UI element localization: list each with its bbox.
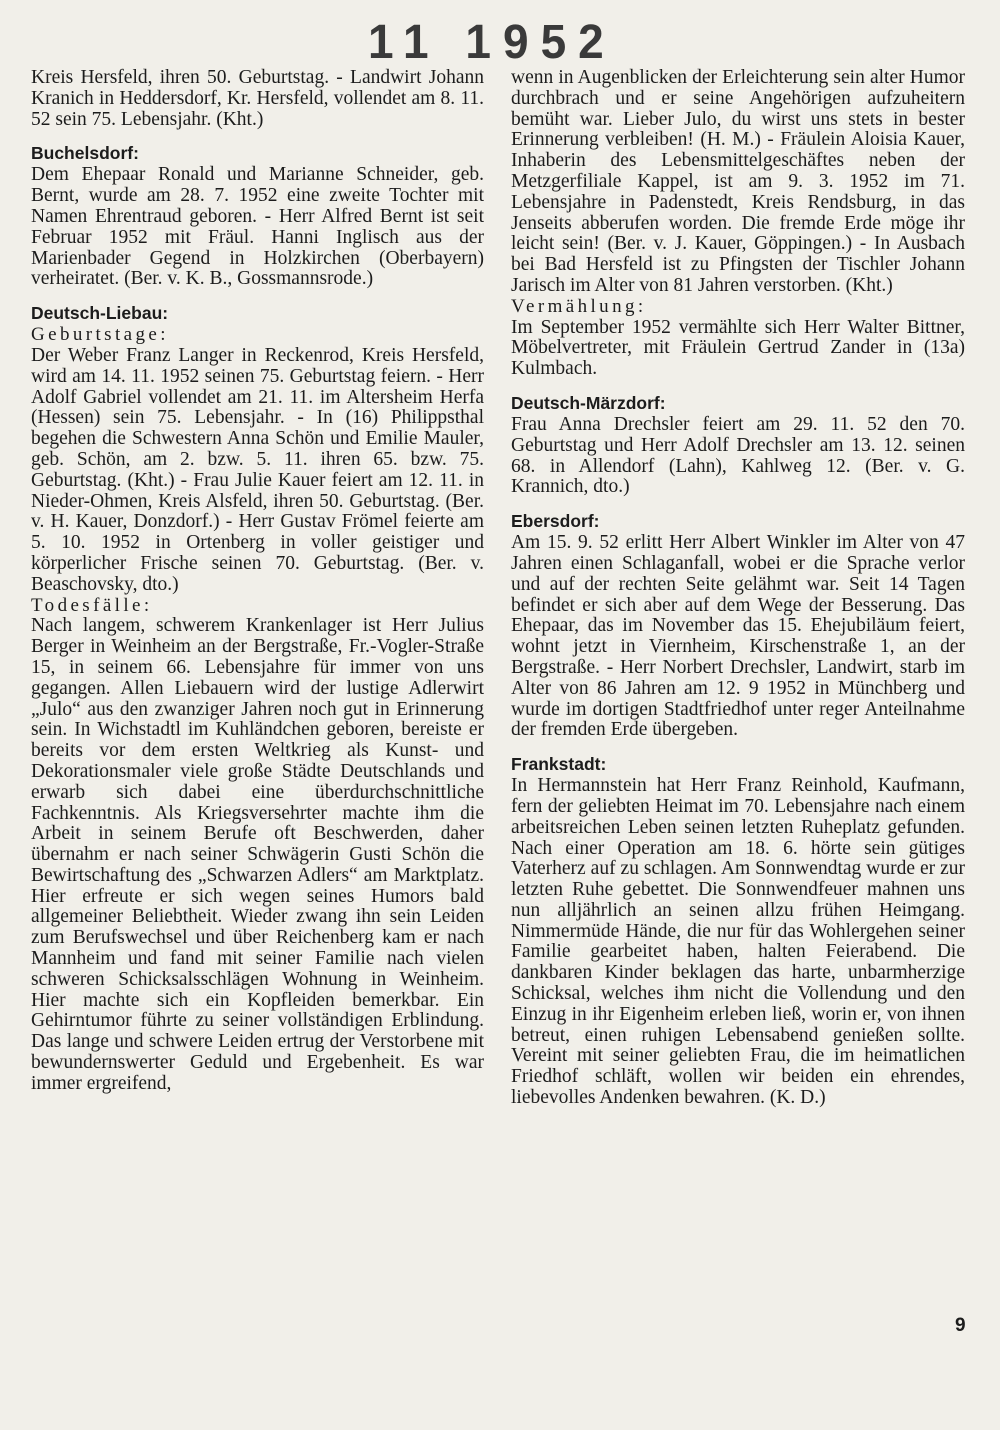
left-column <box>31 68 484 1095</box>
subheading-vermaehlung: Vermählung: <box>511 295 647 317</box>
subheading-todesfaelle: Todesfälle: <box>31 594 153 616</box>
heading-ebersdorf: Ebersdorf: <box>511 511 600 532</box>
ebersdorf-paragraph: Am 15. 9. 52 erlitt Herr Albert Winkler im Alter von 47 Jahren einen Schlaganfall, wobei er die Sprache verlor und auf der rechten Seite gelähmt war. Seit 14 Tagen befindet er sich aber auf dem Wege der Besserung. Das Ehepaar, das im November das 15. Ehejubiläum feiert, wohnt jetzt in Viernheim, Kirschenstraße 1, an der Bergstraße. - Herr Norbert Drechsler, Landwirt, starb im Alter von 86 Jahren am 12. 9 1952 in Münchberg und wurde im dortigen Stadtfriedhof unter reger Anteilnahme der fremden Erde übergeben. <box>511 532 965 741</box>
continuation-paragraph: wenn in Augenblicken der Erleichterung sein alter Humor durchbrach und er seine Angehörigen aufzuheitern bemüht war. Lieber Julo, du wirst uns stets in bester Erinnerung verbleiben! (H. M.) - Fräulein Aloisia Kauer, Inhaberin des Lebensmittelgeschäftes neben der Metzgerfiliale Kappel, ist am 9. 3. 1952 im 71. Lebensjahre in Padenstedt, Kreis Rendsburg, in das Jenseits abberufen worden. Die fremde Erde möge ihr leicht sein! (Ber. v. J. Kauer, Göppingen.) - In Ausbach bei Bad Hersfeld ist zu Pfingsten der Tischler Johann Jarisch im Alter von 81 Jahren verstorben. (Kht.) <box>511 67 965 296</box>
heading-deutsch-maerzdorf: Deutsch-Märzdorf: <box>511 392 666 413</box>
right-column <box>511 68 965 1109</box>
heading-frankstadt: Frankstadt: <box>511 754 607 775</box>
heading-deutsch-liebau: Deutsch-Liebau: <box>31 303 169 324</box>
subheading-geburtstage: Geburtstage: <box>31 324 169 346</box>
page-number: 9 <box>955 1315 966 1336</box>
date-stamp: 11 1952 <box>368 13 616 69</box>
frankstadt-paragraph: In Hermannstein hat Herr Franz Reinhold, Kaufmann, fern der geliebten Heimat im 70. Lebensjahre nach einem arbeitsreichen Leben seinen letzten Ruheplatz gefunden. Nach einer Operation am 18. 6. hörte sein gütiges Vaterherz auf zu schlagen. Am Sonnwendtag wurde er zur letzten Ruhe gebettet. Die Sonnwendfeuer mahnen uns nun alljährlich an seinen allzu frühen Heimgang. Nimmermüde Hände, die nur für das Wohlergehen seiner Familie gearbeitet haben, halten Feierabend. Die dankbaren Kinder beklagen das harte, unbarmherzige Schicksal, welches ihm nicht die Vollendung und den Einzug in ihr Eigenheim erleben ließ, worin er, von ihnen betreut, einen ruhigen Lebensabend genießen sollte. Vereint mit seiner geliebten Frau, die im heimatlichen Friedhof schläft, wollen wir beiden ein ehrendes, liebevolles Andenken bewahren. (K. D.) <box>511 775 965 1109</box>
todesfaelle-paragraph: Nach langem, schwerem Krankenlager ist Herr Julius Berger in Weinheim an der Bergstraße, Fr.-Vogler-Straße 15, in seinem 66. Lebensjahre für immer von uns gegangen. Allen Liebauern wird der lustige Adlerwirt „Julo“ aus den zwanziger Jahren noch gut in Erinnerung sein. In Wichstadtl im Kuhländchen geboren, bereiste er bereits vor dem ersten Weltkrieg als Kunst- und Dekorationsmaler viele große Städte Deutschlands und erwarb sich dabei eine überdurchschnittliche Fachkenntnis. Als Kriegsversehrter machte ihm die Arbeit in seinem Berufe oft Beschwerden, daher übernahm er nach seiner Schwägerin Gusti Schön die Bewirtschaftung des „Schwarzen Adlers“ am Marktplatz. Hier erfreute er sich wegen seines Humors bald allgemeiner Beliebtheit. Wieder zwang ihn sein Leiden zum Berufswechsel und über Reichenberg kam er nach Mannheim und fand mit seiner Familie nach vielen schweren Schicksalsschlägen Wohnung in Weinheim. Hier machte sich ein Kopfleiden bemerkbar. Ein Gehirntumor führte zu seiner vollständigen Erblindung. Das lange und schwere Leiden ertrug der Verstorbene mit bewundernswerter Geduld und Ergebenheit. Es war immer ergreifend, <box>31 615 484 1094</box>
deutsch-maerzdorf-paragraph: Frau Anna Drechsler feiert am 29. 11. 52 den 70. Geburtstag und Herr Adolf Drechsler am 13. 12. seinen 68. in Allendorf (Lahn), Kahlweg 12. (Ber. v. G. Krannich, dto.) <box>511 413 965 498</box>
geburtstage-paragraph: Der Weber Franz Langer in Reckenrod, Kreis Hersfeld, wird am 14. 11. 1952 seinen 75. Geburtstag feiern. - Herr Adolf Gabriel vollendet am 21. 11. im Altersheim Herfa (Hessen) sein 75. Lebensjahr. - In (16) Philippsthal begehen die Schwestern Anna Schön und Emilie Mauler, geb. Schön, am 2. bzw. 5. 11. ihren 65. bzw. 75. Geburtstag. (Kht.) - Frau Julie Kauer feiert am 12. 11. in Nieder-Ohmen, Kreis Alsfeld, ihren 50. Geburtstag. (Ber. v. H. Kauer, Donzdorf.) - Herr Gustav Frömel feierte am 5. 10. 1952 in Ortenberg in voller geistiger und körperlicher Frische seinen 70. Geburtstag. (Ber. v. Beaschovsky, dto.) <box>31 344 484 595</box>
buchelsdorf-paragraph: Dem Ehepaar Ronald und Marianne Schneider, geb. Bernt, wurde am 28. 7. 1952 eine zweite Tochter mit Namen Ehrentraud geboren. - Herr Alfred Bernt ist seit Februar 1952 mit Fräul. Hanni Inglisch aus der Marienbader Gegend in Holzkirchen (Oberbayern) verheiratet. (Ber. v. K. B., Gossmannsrode.) <box>31 164 484 290</box>
vermaehlung-paragraph: Im September 1952 vermählte sich Herr Walter Bittner, Möbelvertreter, mit Fräulein Gertrud Zander in (13a) Kulmbach. <box>511 316 965 380</box>
intro-paragraph: Kreis Hersfeld, ihren 50. Geburtstag. - Landwirt Johann Kranich in Heddersdorf, Kr. Hersfeld, vollendet am 8. 11. 52 sein 75. Lebensjahr. (Kht.) <box>31 67 484 130</box>
heading-buchelsdorf: Buchelsdorf: <box>31 143 139 164</box>
